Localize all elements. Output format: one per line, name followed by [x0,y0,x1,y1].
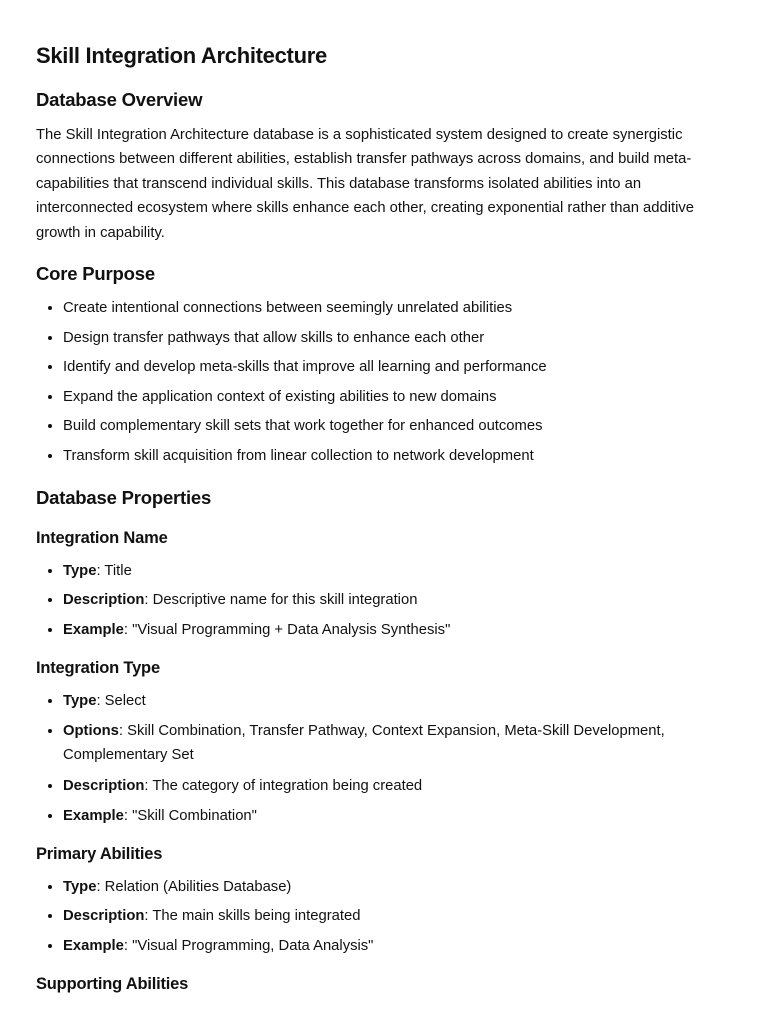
field-label: Options [63,722,119,739]
field-label: Description [63,908,145,925]
field-label: Description [63,777,145,794]
list-item [63,934,732,958]
field-label: Type [63,878,97,895]
field-value: : Relation (Abilities Database) [96,878,292,895]
section-heading-database-properties: Database Properties [36,486,212,508]
field-label: Type [63,562,97,579]
list-item: • Expand the application context of existing abilities to new domains [63,385,732,409]
section-heading-core-purpose: Core Purpose [36,263,155,285]
list-item: • Transform skill acquisition from linear collection to network development [63,444,732,468]
list-item: • Design transfer pathways that allow skills to enhance each other [63,326,732,350]
field-value: : Descriptive name for this skill integration [144,592,418,609]
list-item: • Create intentional connections between seemingly unrelated abilities [63,296,732,320]
property-list-primary-abilities [36,875,732,959]
field-label: Description [63,592,145,609]
property-heading-supporting-abilities: Supporting Abilities [36,975,189,994]
list-item [63,804,732,828]
list-item [63,904,732,928]
list-item [63,719,732,768]
field-label: Example [63,807,124,824]
list-item [63,774,732,798]
field-value: : "Skill Combination" [123,807,257,824]
list-item [63,559,732,583]
field-value: : Select [96,693,146,710]
field-label: Example [63,938,124,955]
property-list-integration-type [36,689,732,827]
property-heading-integration-type: Integration Type [36,659,160,678]
section-heading-overview: Database Overview [36,89,203,110]
list-item [63,618,732,642]
property-list-integration-name [36,559,732,643]
field-value: : "Visual Programming, Data Analysis" [123,938,374,955]
list-item: • Identify and develop meta-skills that improve all learning and performance [63,355,732,379]
field-label: Example [63,622,124,639]
field-value: : "Visual Programming + Data Analysis Synthesis" [123,622,451,639]
overview-paragraph: The Skill Integration Architecture database is a sophisticated system designed to create synergistic connections between different abilities, establish transfer pathways across domains, and build meta-capabilities that transcend individual skills. This database transforms isolated abilities into an interconnected ecosystem where skills enhance each other, creating exponential rather than additive growth in capability. [36,127,695,241]
property-heading-primary-abilities: Primary Abilities [36,844,163,863]
field-value: : Skill Combination, Transfer Pathway, Context Expansion, Meta-Skill Development, Complementary Set [63,722,665,764]
list-item [63,875,732,899]
list-item [63,689,732,713]
property-heading-integration-name: Integration Name [36,528,168,547]
page-title: Skill Integration Architecture [36,43,327,68]
core-purpose-list [36,296,732,468]
list-item: • Build complementary skill sets that work together for enhanced outcomes [63,414,732,438]
list-item [63,588,732,612]
field-value: : The category of integration being created [144,777,423,794]
field-value: : The main skills being integrated [144,908,361,925]
field-value: : Title [96,562,132,579]
field-label: Type [63,693,97,710]
